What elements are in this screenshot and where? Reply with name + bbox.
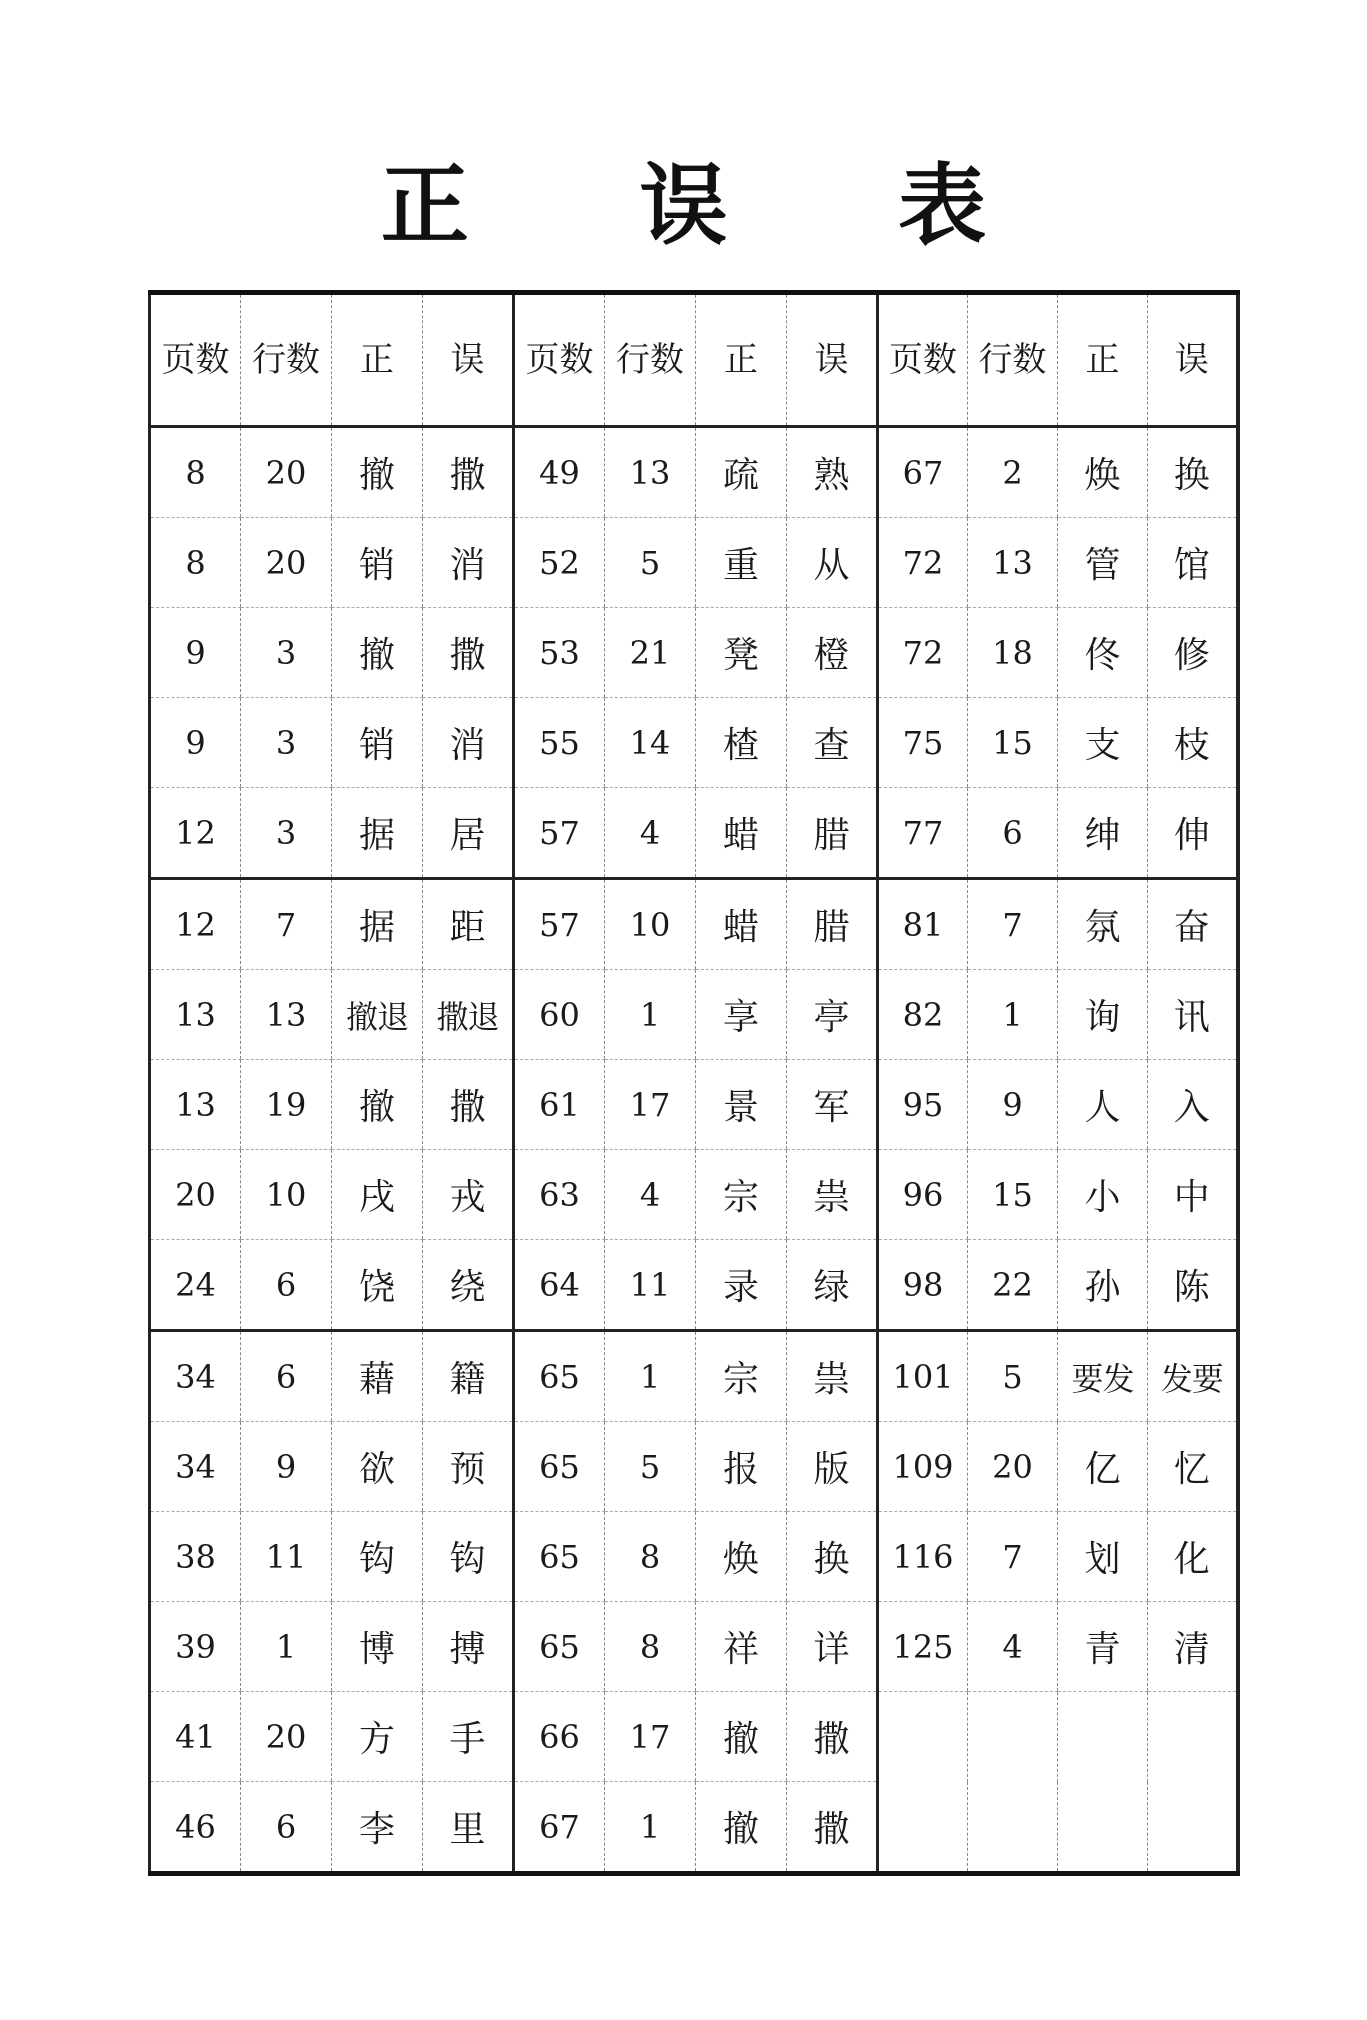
header-line: 行数: [968, 293, 1058, 427]
wrong-cell: 撒: [423, 1060, 514, 1150]
correct-cell: 方: [332, 1692, 423, 1782]
line-cell: 20: [241, 427, 332, 518]
page-cell: 65: [514, 1512, 605, 1602]
page-cell: [878, 1692, 968, 1782]
table-row: [150, 1150, 1238, 1240]
line-cell: 10: [605, 879, 696, 970]
page-cell: 57: [514, 788, 605, 879]
page-cell: 81: [878, 879, 968, 970]
line-cell: 11: [605, 1240, 696, 1331]
wrong-cell: 祟: [787, 1331, 878, 1422]
errata-body: [150, 427, 1238, 1874]
correct-cell: 要发: [1058, 1331, 1148, 1422]
header-page: 页数: [878, 293, 968, 427]
header-correct: 正: [696, 293, 787, 427]
page-cell: 8: [150, 518, 241, 608]
correct-cell: 撤: [696, 1782, 787, 1874]
page-cell: 9: [150, 608, 241, 698]
header-line: 行数: [241, 293, 332, 427]
table-row: [150, 1240, 1238, 1331]
line-cell: 6: [241, 1782, 332, 1874]
correct-cell: 凳: [696, 608, 787, 698]
correct-cell: 据: [332, 879, 423, 970]
line-cell: 5: [968, 1331, 1058, 1422]
line-cell: 4: [968, 1602, 1058, 1692]
line-cell: 17: [605, 1692, 696, 1782]
line-cell: 9: [968, 1060, 1058, 1150]
correct-cell: 撤退: [332, 970, 423, 1060]
correct-cell: 钩: [332, 1512, 423, 1602]
page-cell: 66: [514, 1692, 605, 1782]
wrong-cell: 撒退: [423, 970, 514, 1060]
wrong-cell: 距: [423, 879, 514, 970]
line-cell: 11: [241, 1512, 332, 1602]
page-cell: 72: [878, 608, 968, 698]
page-cell: 67: [514, 1782, 605, 1874]
wrong-cell: 居: [423, 788, 514, 879]
page-cell: 75: [878, 698, 968, 788]
line-cell: 17: [605, 1060, 696, 1150]
page-cell: 72: [878, 518, 968, 608]
page-cell: 41: [150, 1692, 241, 1782]
wrong-cell: 撒: [423, 608, 514, 698]
line-cell: 3: [241, 788, 332, 879]
correct-cell: 据: [332, 788, 423, 879]
correct-cell: 划: [1058, 1512, 1148, 1602]
header-line: 行数: [605, 293, 696, 427]
page-cell: 95: [878, 1060, 968, 1150]
line-cell: 14: [605, 698, 696, 788]
table-row: [150, 879, 1238, 970]
page-cell: 125: [878, 1602, 968, 1692]
wrong-cell: [1148, 1692, 1238, 1782]
correct-cell: 欲: [332, 1422, 423, 1512]
table-row: [150, 788, 1238, 879]
line-cell: 1: [605, 1782, 696, 1874]
correct-cell: 焕: [1058, 427, 1148, 518]
wrong-cell: 手: [423, 1692, 514, 1782]
header-page: 页数: [514, 293, 605, 427]
page-cell: 101: [878, 1331, 968, 1422]
wrong-cell: 绕: [423, 1240, 514, 1331]
wrong-cell: 腊: [787, 879, 878, 970]
line-cell: [968, 1692, 1058, 1782]
correct-cell: [1058, 1782, 1148, 1874]
wrong-cell: 馆: [1148, 518, 1238, 608]
correct-cell: 藉: [332, 1331, 423, 1422]
line-cell: 20: [968, 1422, 1058, 1512]
line-cell: [968, 1782, 1058, 1874]
line-cell: 3: [241, 698, 332, 788]
line-cell: 6: [241, 1331, 332, 1422]
wrong-cell: 消: [423, 518, 514, 608]
page-cell: 20: [150, 1150, 241, 1240]
line-cell: 3: [241, 608, 332, 698]
wrong-cell: 钩: [423, 1512, 514, 1602]
correct-cell: 录: [696, 1240, 787, 1331]
page-cell: 65: [514, 1331, 605, 1422]
page-cell: 9: [150, 698, 241, 788]
correct-cell: 楂: [696, 698, 787, 788]
correct-cell: 重: [696, 518, 787, 608]
page-title: 正 误 表: [380, 153, 1057, 257]
line-cell: 22: [968, 1240, 1058, 1331]
correct-cell: 绅: [1058, 788, 1148, 879]
wrong-cell: 讯: [1148, 970, 1238, 1060]
wrong-cell: 撒: [787, 1782, 878, 1874]
page-cell: 39: [150, 1602, 241, 1692]
correct-cell: 撤: [332, 608, 423, 698]
table-row: [150, 1782, 1238, 1874]
line-cell: 13: [605, 427, 696, 518]
wrong-cell: 里: [423, 1782, 514, 1874]
line-cell: 2: [968, 427, 1058, 518]
page-cell: 49: [514, 427, 605, 518]
correct-cell: 孙: [1058, 1240, 1148, 1331]
wrong-cell: 戎: [423, 1150, 514, 1240]
line-cell: 8: [605, 1512, 696, 1602]
table-row: [150, 608, 1238, 698]
page-cell: 82: [878, 970, 968, 1060]
page-cell: 109: [878, 1422, 968, 1512]
line-cell: 8: [605, 1602, 696, 1692]
wrong-cell: 详: [787, 1602, 878, 1692]
table-row: [150, 518, 1238, 608]
page-cell: 12: [150, 788, 241, 879]
line-cell: 1: [241, 1602, 332, 1692]
header-page: 页数: [150, 293, 241, 427]
correct-cell: 疏: [696, 427, 787, 518]
wrong-cell: 亭: [787, 970, 878, 1060]
wrong-cell: 撒: [787, 1692, 878, 1782]
wrong-cell: 中: [1148, 1150, 1238, 1240]
wrong-cell: 预: [423, 1422, 514, 1512]
table-row: [150, 698, 1238, 788]
correct-cell: 佟: [1058, 608, 1148, 698]
header-wrong: 误: [787, 293, 878, 427]
page-cell: 96: [878, 1150, 968, 1240]
line-cell: 4: [605, 1150, 696, 1240]
wrong-cell: 消: [423, 698, 514, 788]
wrong-cell: 熟: [787, 427, 878, 518]
correct-cell: [1058, 1692, 1148, 1782]
wrong-cell: 版: [787, 1422, 878, 1512]
wrong-cell: 籍: [423, 1331, 514, 1422]
page-cell: 61: [514, 1060, 605, 1150]
line-cell: 13: [241, 970, 332, 1060]
wrong-cell: 搏: [423, 1602, 514, 1692]
line-cell: 6: [968, 788, 1058, 879]
wrong-cell: 修: [1148, 608, 1238, 698]
wrong-cell: [1148, 1782, 1238, 1874]
wrong-cell: 换: [787, 1512, 878, 1602]
page-cell: 67: [878, 427, 968, 518]
correct-cell: 戌: [332, 1150, 423, 1240]
line-cell: 20: [241, 518, 332, 608]
correct-cell: 报: [696, 1422, 787, 1512]
page-cell: 34: [150, 1422, 241, 1512]
wrong-cell: 祟: [787, 1150, 878, 1240]
line-cell: 1: [605, 970, 696, 1060]
line-cell: 7: [241, 879, 332, 970]
line-cell: 15: [968, 698, 1058, 788]
page-cell: [878, 1782, 968, 1874]
wrong-cell: 化: [1148, 1512, 1238, 1602]
correct-cell: 景: [696, 1060, 787, 1150]
header-correct: 正: [332, 293, 423, 427]
line-cell: 21: [605, 608, 696, 698]
line-cell: 13: [968, 518, 1058, 608]
page-cell: 13: [150, 970, 241, 1060]
wrong-cell: 清: [1148, 1602, 1238, 1692]
line-cell: 5: [605, 1422, 696, 1512]
correct-cell: 蜡: [696, 788, 787, 879]
page-cell: 57: [514, 879, 605, 970]
wrong-cell: 入: [1148, 1060, 1238, 1150]
line-cell: 18: [968, 608, 1058, 698]
wrong-cell: 腊: [787, 788, 878, 879]
page-cell: 65: [514, 1602, 605, 1692]
page-cell: 34: [150, 1331, 241, 1422]
wrong-cell: 橙: [787, 608, 878, 698]
page-cell: 98: [878, 1240, 968, 1331]
wrong-cell: 发要: [1148, 1331, 1238, 1422]
page-cell: 65: [514, 1422, 605, 1512]
line-cell: 1: [605, 1331, 696, 1422]
page-cell: 24: [150, 1240, 241, 1331]
page-cell: 60: [514, 970, 605, 1060]
correct-cell: 人: [1058, 1060, 1148, 1150]
page-cell: 13: [150, 1060, 241, 1150]
table-row: [150, 1692, 1238, 1782]
header-wrong: 误: [1148, 293, 1238, 427]
wrong-cell: 换: [1148, 427, 1238, 518]
wrong-cell: 伸: [1148, 788, 1238, 879]
wrong-cell: 军: [787, 1060, 878, 1150]
correct-cell: 撤: [696, 1692, 787, 1782]
line-cell: 7: [968, 1512, 1058, 1602]
correct-cell: 宗: [696, 1150, 787, 1240]
table-row: [150, 1602, 1238, 1692]
correct-cell: 撤: [332, 1060, 423, 1150]
correct-cell: 博: [332, 1602, 423, 1692]
correct-cell: 撤: [332, 427, 423, 518]
page-cell: 12: [150, 879, 241, 970]
wrong-cell: 从: [787, 518, 878, 608]
page-cell: 53: [514, 608, 605, 698]
header-correct: 正: [1058, 293, 1148, 427]
page-cell: 8: [150, 427, 241, 518]
wrong-cell: 奋: [1148, 879, 1238, 970]
correct-cell: 青: [1058, 1602, 1148, 1692]
correct-cell: 焕: [696, 1512, 787, 1602]
line-cell: 5: [605, 518, 696, 608]
wrong-cell: 忆: [1148, 1422, 1238, 1512]
correct-cell: 宗: [696, 1331, 787, 1422]
wrong-cell: 枝: [1148, 698, 1238, 788]
correct-cell: 李: [332, 1782, 423, 1874]
page-cell: 63: [514, 1150, 605, 1240]
line-cell: 20: [241, 1692, 332, 1782]
errata-table: [148, 290, 1240, 1876]
page-cell: 52: [514, 518, 605, 608]
line-cell: 10: [241, 1150, 332, 1240]
correct-cell: 销: [332, 518, 423, 608]
table-row: [150, 970, 1238, 1060]
wrong-cell: 查: [787, 698, 878, 788]
table-row: [150, 1512, 1238, 1602]
correct-cell: 管: [1058, 518, 1148, 608]
line-cell: 9: [241, 1422, 332, 1512]
page-cell: 116: [878, 1512, 968, 1602]
wrong-cell: 撒: [423, 427, 514, 518]
page-cell: 46: [150, 1782, 241, 1874]
wrong-cell: 陈: [1148, 1240, 1238, 1331]
page-cell: 55: [514, 698, 605, 788]
correct-cell: 亿: [1058, 1422, 1148, 1512]
page-cell: 64: [514, 1240, 605, 1331]
correct-cell: 氛: [1058, 879, 1148, 970]
table-row: [150, 1060, 1238, 1150]
wrong-cell: 绿: [787, 1240, 878, 1331]
line-cell: 6: [241, 1240, 332, 1331]
page-cell: 38: [150, 1512, 241, 1602]
table-row: [150, 1331, 1238, 1422]
line-cell: 4: [605, 788, 696, 879]
correct-cell: 饶: [332, 1240, 423, 1331]
header-wrong: 误: [423, 293, 514, 427]
header-row: [150, 293, 1238, 427]
correct-cell: 支: [1058, 698, 1148, 788]
correct-cell: 祥: [696, 1602, 787, 1692]
line-cell: 15: [968, 1150, 1058, 1240]
line-cell: 1: [968, 970, 1058, 1060]
correct-cell: 询: [1058, 970, 1148, 1060]
correct-cell: 小: [1058, 1150, 1148, 1240]
line-cell: 7: [968, 879, 1058, 970]
table-row: [150, 427, 1238, 518]
table-row: [150, 1422, 1238, 1512]
correct-cell: 享: [696, 970, 787, 1060]
correct-cell: 销: [332, 698, 423, 788]
line-cell: 19: [241, 1060, 332, 1150]
page-cell: 77: [878, 788, 968, 879]
correct-cell: 蜡: [696, 879, 787, 970]
